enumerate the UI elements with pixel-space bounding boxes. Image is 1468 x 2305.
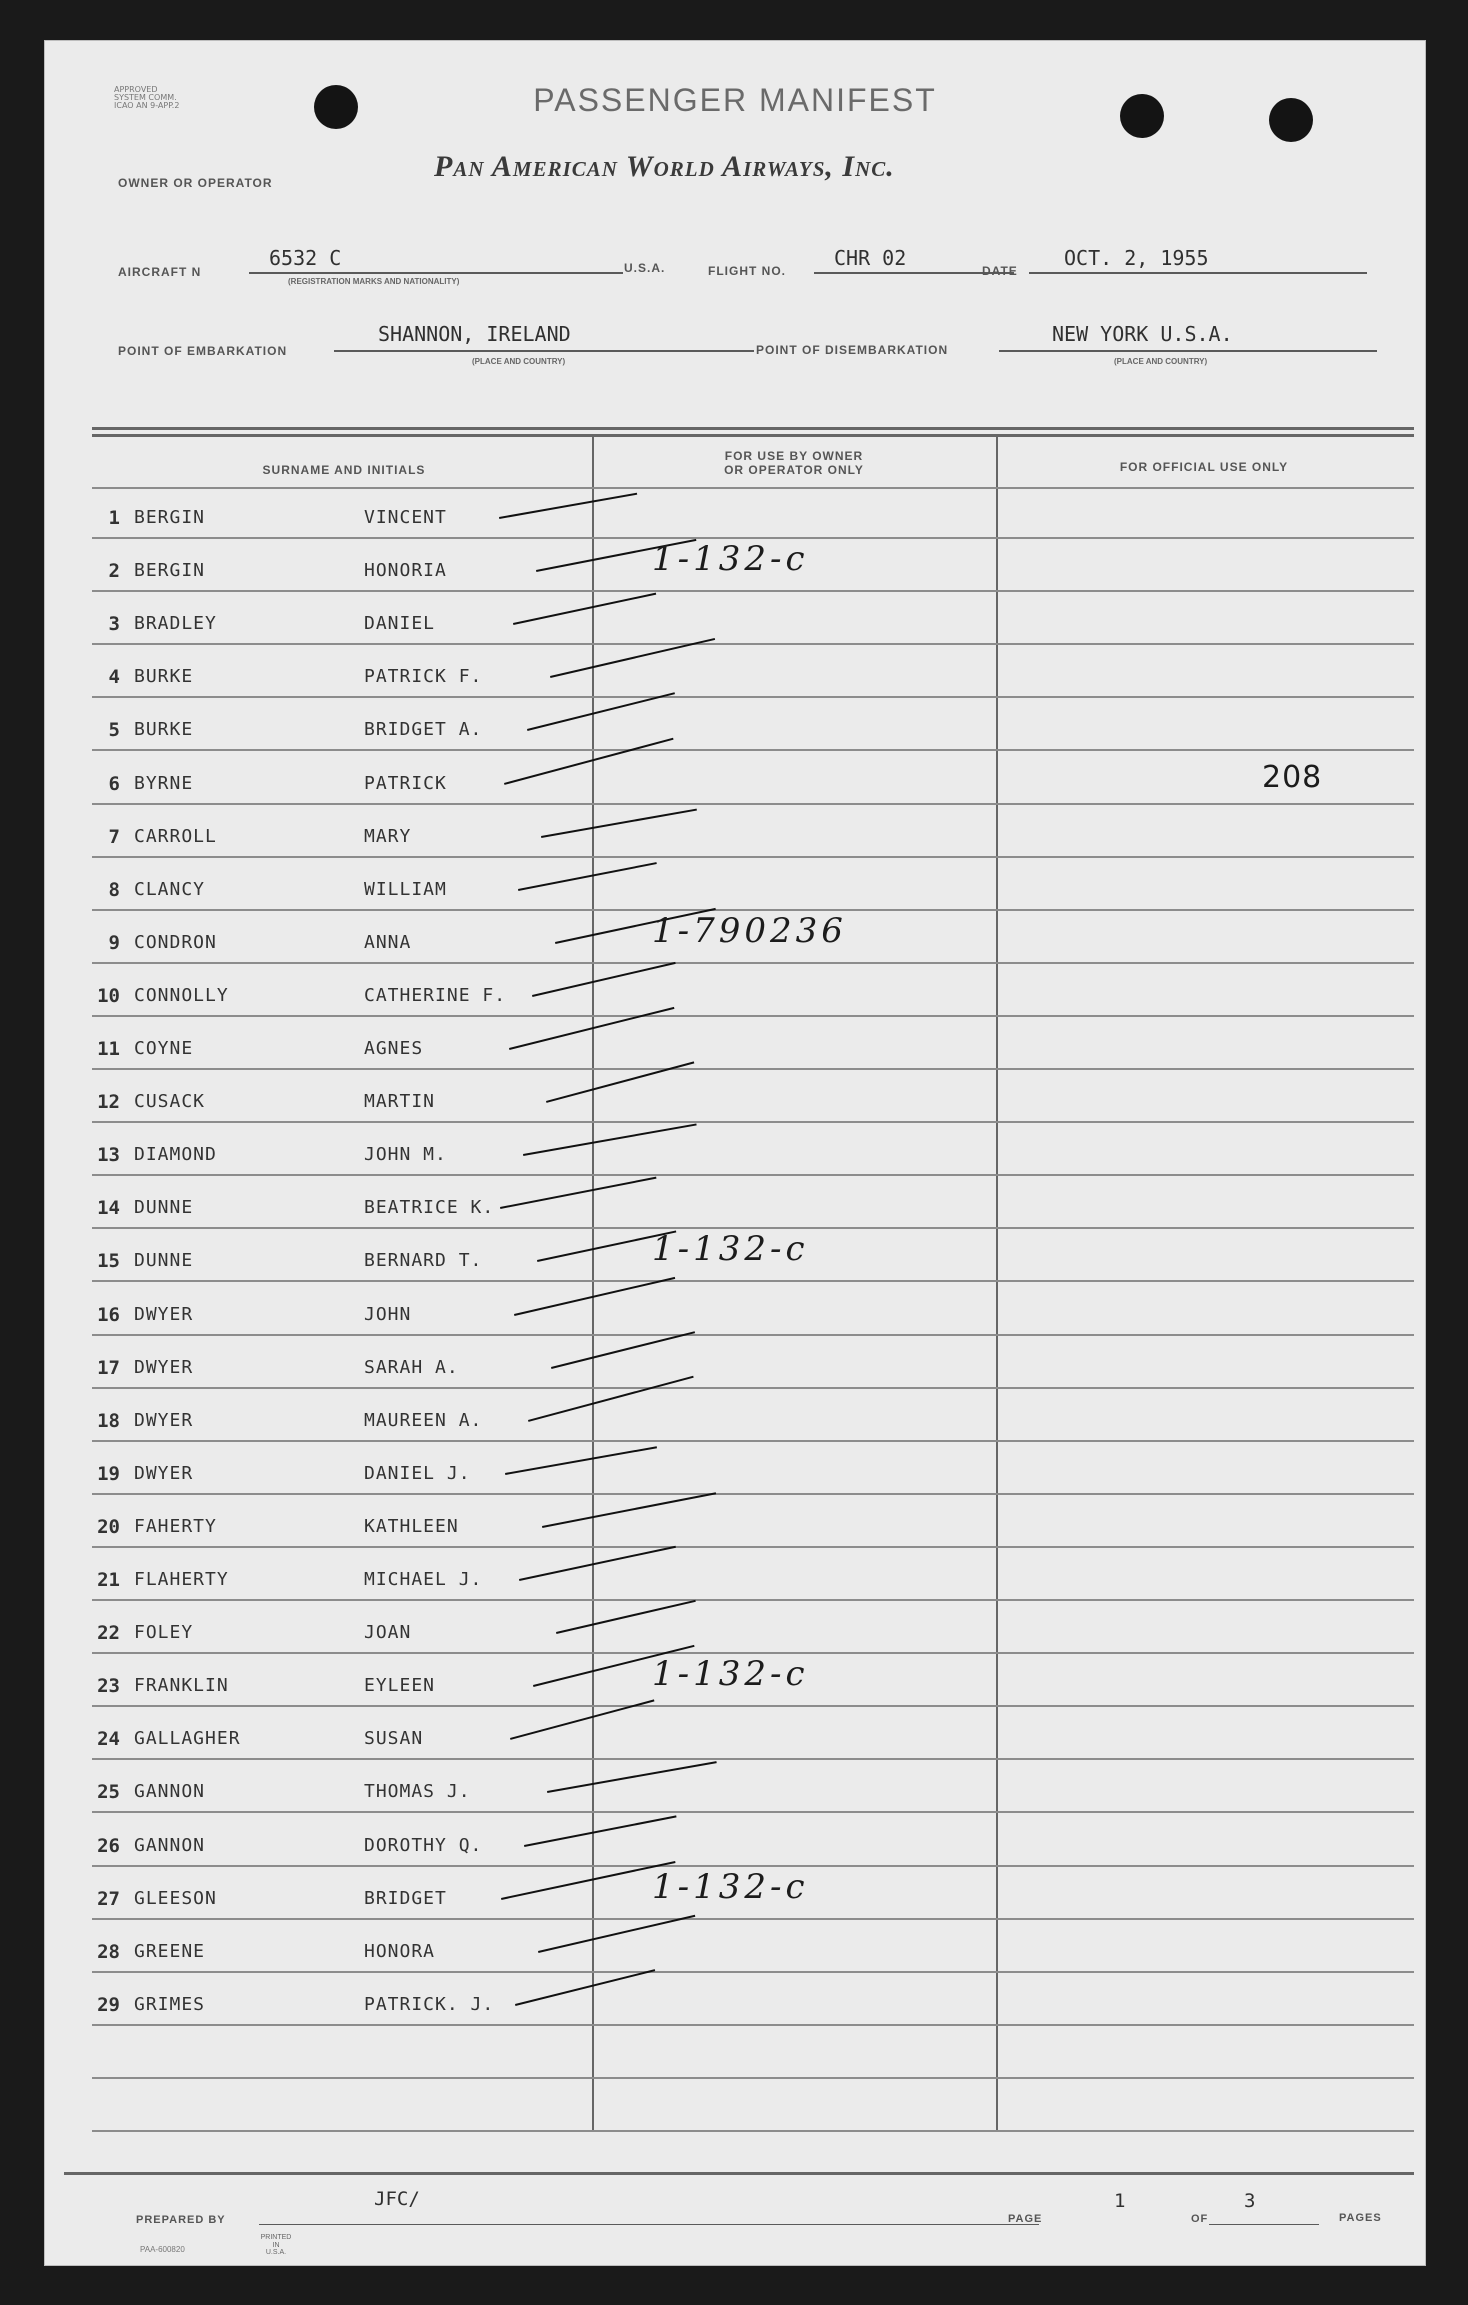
row-rule: [92, 1334, 1414, 1336]
row-rule: [92, 1440, 1414, 1442]
page-count-value: 3: [1244, 2190, 1256, 2212]
passenger-given-name: PATRICK. J.: [364, 1993, 495, 2015]
passenger-given-name: THOMAS J.: [364, 1781, 471, 1803]
col-header-official: FOR OFFICIAL USE ONLY: [1119, 460, 1289, 474]
passenger-surname: BURKE: [134, 719, 194, 741]
embarkation-sub-label: (PLACE AND COUNTRY): [472, 357, 566, 366]
passenger-given-name: JOHN M.: [364, 1144, 447, 1166]
row-number: 9: [108, 931, 120, 954]
row-number: 13: [97, 1144, 120, 1167]
row-rule: [92, 803, 1414, 805]
row-rule: [92, 1599, 1414, 1601]
row-number: 20: [97, 1515, 120, 1538]
passenger-given-name: WILLIAM: [364, 878, 447, 900]
passenger-surname: CARROLL: [134, 825, 217, 847]
aircraft-sub-label: (REGISTRATION MARKS AND NATIONALITY): [288, 277, 460, 286]
passenger-surname: FRANKLIN: [134, 1675, 229, 1697]
row-rule: [92, 856, 1414, 858]
passenger-surname: BRADLEY: [134, 613, 217, 635]
embarkation-value: SHANNON, IRELAND: [378, 322, 571, 346]
table-top-rule: [92, 427, 1414, 430]
passenger-given-name: AGNES: [364, 1038, 424, 1059]
passenger-given-name: BRIDGET: [364, 1887, 447, 1909]
row-number: 21: [97, 1569, 120, 1591]
disembarkation-label: POINT OF DISEMBARKATION: [756, 343, 949, 357]
prepared-by-label: PREPARED BY: [136, 2214, 226, 2226]
row-rule: [92, 1174, 1414, 1176]
row-rule: [92, 1015, 1414, 1017]
check-stroke: [515, 1969, 655, 2006]
row-rule: [92, 962, 1414, 964]
row-rule: [92, 590, 1414, 592]
passenger-given-name: DANIEL J.: [364, 1462, 471, 1484]
aircraft-value: 6532 C: [269, 246, 342, 270]
passenger-given-name: PATRICK F.: [364, 666, 483, 688]
row-rule: [92, 1387, 1414, 1389]
row-rule: [92, 1918, 1414, 1920]
date-underline: [1029, 272, 1367, 274]
manifest-sheet: [44, 40, 1426, 2266]
approval-stamp-text: APPROVED SYSTEM COMM. ICAO AN 9-APP.2: [114, 85, 180, 110]
row-number: 2: [108, 560, 120, 583]
passenger-given-name: DOROTHY Q.: [364, 1834, 483, 1856]
table-divider-2: [996, 437, 998, 2132]
page-value: 1: [1114, 2190, 1126, 2212]
row-rule: [92, 1758, 1414, 1760]
row-rule: [92, 696, 1414, 698]
row-number: 6: [108, 772, 120, 795]
passenger-given-name: HONORIA: [364, 560, 447, 582]
passenger-surname: GREENE: [134, 1940, 206, 1962]
check-stroke: [499, 493, 637, 519]
passenger-surname: DWYER: [134, 1409, 194, 1431]
passenger-given-name: JOAN: [364, 1622, 412, 1644]
passenger-given-name: MICHAEL J.: [364, 1569, 483, 1590]
date-label: DATE: [982, 264, 1018, 278]
form-number: PAA-600820: [140, 2245, 185, 2254]
passenger-given-name: SARAH A.: [364, 1356, 459, 1378]
row-number: 12: [97, 1091, 120, 1114]
disembarkation-sub-label: (PLACE AND COUNTRY): [1114, 357, 1208, 366]
check-stroke: [556, 1600, 696, 1634]
passenger-given-name: DANIEL: [364, 613, 436, 635]
row-number: 25: [97, 1781, 120, 1804]
row-rule: [92, 1811, 1414, 1813]
row-rule: [92, 1068, 1414, 1070]
check-stroke: [528, 1375, 694, 1421]
row-number: 29: [97, 1993, 120, 2016]
embarkation-label: POINT OF EMBARKATION: [118, 344, 288, 358]
row-number: 28: [97, 1940, 120, 1963]
passenger-surname: COYNE: [134, 1038, 194, 1059]
passenger-surname: GLEESON: [134, 1887, 217, 1909]
row-number: 24: [97, 1728, 120, 1751]
passenger-given-name: KATHLEEN: [364, 1515, 459, 1537]
passenger-surname: DIAMOND: [134, 1144, 217, 1166]
row-number: 15: [97, 1250, 120, 1273]
check-stroke: [541, 808, 697, 837]
row-number: 10: [97, 984, 120, 1007]
check-stroke: [523, 1124, 697, 1157]
row-rule: [92, 1121, 1414, 1123]
check-stroke: [518, 862, 657, 891]
row-number: 1: [108, 507, 120, 529]
passenger-given-name: VINCENT: [364, 507, 447, 528]
row-number: 11: [97, 1038, 120, 1060]
passenger-surname: BYRNE: [134, 772, 194, 794]
passenger-given-name: PATRICK: [364, 772, 447, 794]
owner-annotation: 1-790236: [652, 910, 847, 951]
row-rule: [92, 2130, 1414, 2132]
passenger-surname: DUNNE: [134, 1250, 194, 1272]
owner-annotation: 1-132-c: [652, 1654, 809, 1695]
date-value: OCT. 2, 1955: [1064, 246, 1209, 270]
row-number: 3: [108, 613, 120, 636]
check-stroke: [524, 1815, 677, 1847]
printed-in-usa: PRINTED IN U.S.A.: [260, 2234, 292, 2257]
row-rule: [92, 2077, 1414, 2079]
passenger-given-name: EYLEEN: [364, 1675, 436, 1697]
row-rule: [92, 1280, 1414, 1282]
owner-annotation: 1-132-c: [652, 1229, 809, 1270]
row-rule: [92, 749, 1414, 751]
page-label: PAGE: [1008, 2213, 1043, 2225]
row-number: 4: [108, 666, 120, 689]
row-rule: [92, 1546, 1414, 1548]
passenger-given-name: MARTIN: [364, 1091, 436, 1113]
row-number: 14: [97, 1197, 120, 1220]
passenger-given-name: CATHERINE F.: [364, 984, 507, 1006]
flight-value: CHR 02: [834, 246, 907, 270]
of-label: OF: [1191, 2213, 1209, 2225]
disembarkation-underline: [999, 350, 1377, 352]
passenger-surname: DWYER: [134, 1462, 194, 1484]
aircraft-underline: [249, 272, 623, 274]
col-header-names: SURNAME AND INITIALS: [262, 463, 426, 477]
check-stroke: [551, 1331, 695, 1369]
row-number: 22: [97, 1622, 120, 1645]
check-stroke: [532, 962, 676, 997]
footer-rule: [64, 2172, 1414, 2175]
usa-label: U.S.A.: [624, 261, 666, 275]
passenger-given-name: BRIDGET A.: [364, 719, 483, 741]
passenger-surname: GRIMES: [134, 1993, 206, 2015]
passenger-surname: BERGIN: [134, 560, 206, 582]
embarkation-underline: [334, 350, 754, 352]
passenger-given-name: MARY: [364, 825, 412, 847]
row-rule: [92, 1971, 1414, 1973]
passenger-surname: BERGIN: [134, 507, 206, 528]
passenger-surname: DWYER: [134, 1303, 194, 1325]
airline-name: Pan American World Airways, Inc.: [434, 150, 895, 183]
flight-label: FLIGHT NO.: [708, 264, 786, 278]
passenger-surname: FOLEY: [134, 1622, 194, 1644]
manifest-title: PASSENGER MANIFEST: [533, 82, 937, 118]
passenger-surname: DUNNE: [134, 1197, 194, 1219]
passenger-given-name: HONORA: [364, 1940, 436, 1962]
passenger-surname: FLAHERTY: [134, 1569, 229, 1590]
passenger-surname: GANNON: [134, 1781, 206, 1803]
passenger-given-name: SUSAN: [364, 1728, 424, 1750]
passenger-surname: DWYER: [134, 1356, 194, 1378]
row-rule: [92, 1493, 1414, 1495]
owner-label: OWNER OR OPERATOR: [118, 176, 273, 190]
row-number: 18: [97, 1409, 120, 1432]
passenger-surname: CONNOLLY: [134, 984, 229, 1006]
owner-annotation: 1-132-c: [652, 539, 809, 580]
col-header-owner: FOR USE BY OWNER OR OPERATOR ONLY: [724, 449, 864, 477]
disembarkation-value: NEW YORK U.S.A.: [1052, 322, 1233, 346]
prepared-by-value: JFC/: [374, 2188, 420, 2210]
aircraft-label: AIRCRAFT N: [118, 265, 202, 279]
row-number: 16: [97, 1303, 120, 1326]
table-top-rule-2: [92, 434, 1414, 437]
table-header-rule: [92, 487, 1414, 489]
row-number: 23: [97, 1675, 120, 1698]
check-stroke: [500, 1177, 656, 1209]
check-stroke: [519, 1546, 676, 1581]
passenger-given-name: MAUREEN A.: [364, 1409, 483, 1431]
passenger-given-name: BERNARD T.: [364, 1250, 483, 1272]
official-annotation: 208: [1262, 759, 1323, 795]
row-number: 5: [108, 719, 120, 742]
row-rule: [92, 1705, 1414, 1707]
row-number: 26: [97, 1834, 120, 1857]
row-number: 27: [97, 1887, 120, 1910]
check-stroke: [527, 693, 675, 732]
check-stroke: [505, 1446, 657, 1475]
check-stroke: [547, 1762, 717, 1794]
check-stroke: [504, 737, 674, 784]
prepared-by-underline: [259, 2224, 1039, 2225]
passenger-surname: GALLAGHER: [134, 1728, 241, 1750]
row-rule: [92, 2024, 1414, 2026]
pages-label: PAGES: [1339, 2212, 1382, 2224]
row-number: 7: [108, 825, 120, 848]
check-stroke: [538, 1914, 695, 1952]
passenger-given-name: JOHN: [364, 1303, 412, 1325]
passenger-surname: GANNON: [134, 1834, 206, 1856]
owner-annotation: 1-132-c: [652, 1866, 809, 1907]
passenger-surname: BURKE: [134, 666, 194, 688]
passenger-surname: CLANCY: [134, 878, 206, 900]
check-stroke: [542, 1492, 716, 1528]
passenger-surname: CUSACK: [134, 1091, 206, 1113]
passenger-surname: CONDRON: [134, 931, 217, 953]
row-number: 8: [108, 878, 120, 901]
passenger-surname: FAHERTY: [134, 1515, 217, 1537]
passenger-given-name: BEATRICE K.: [364, 1197, 495, 1219]
passenger-given-name: ANNA: [364, 931, 412, 953]
page-count-underline: [1209, 2224, 1319, 2225]
row-number: 17: [97, 1356, 120, 1379]
check-stroke: [513, 593, 656, 625]
row-rule: [92, 643, 1414, 645]
row-number: 19: [97, 1462, 120, 1485]
